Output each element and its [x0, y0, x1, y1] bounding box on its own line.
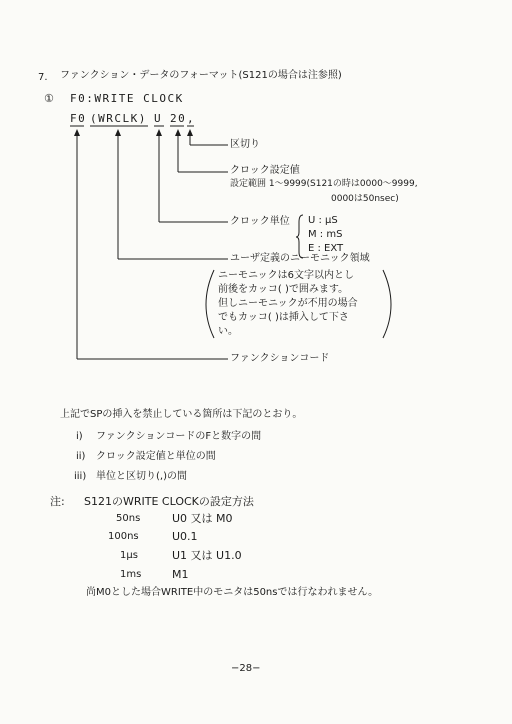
section-number: 7. — [38, 72, 48, 83]
sp-rule-marker: ii) — [76, 451, 86, 462]
note-row-right: U1 又は U1.0 — [172, 549, 242, 562]
note-label: 注: — [50, 495, 65, 508]
unit-e: E : EXT — [308, 243, 344, 254]
format-delimiter: , — [187, 112, 196, 125]
label-range-line1: 設定範囲 1〜9999(S121の時は0000〜9999, — [230, 179, 418, 189]
item-marker: ① — [44, 92, 54, 105]
label-mnemonic-area: ユーザ定義のニーモニック領域 — [230, 253, 370, 264]
sp-rule-marker: iii) — [74, 471, 87, 482]
note-line3: 但しニーモニックが不用の場合 — [218, 298, 358, 309]
label-function-code: ファンクションコード — [230, 353, 330, 364]
format-clock-value: 20 — [170, 112, 187, 125]
label-delimiter: 区切り — [230, 139, 260, 150]
note-row-right: U0.1 — [172, 530, 198, 543]
unit-u: U : μS — [308, 215, 338, 226]
item-label: F0:WRITE CLOCK — [70, 92, 184, 105]
label-clock-value: クロック設定値 — [230, 165, 300, 176]
sp-rule-marker: i) — [76, 431, 83, 442]
unit-m: M : mS — [308, 229, 343, 240]
sp-rule-text: クロック設定値と単位の間 — [96, 451, 216, 462]
note-row-left: 1ms — [120, 569, 142, 580]
label-clock-unit: クロック単位 — [230, 216, 290, 227]
format-function-code: F0 — [70, 112, 87, 125]
note-row-right: M1 — [172, 568, 189, 581]
note-line5: い。 — [218, 326, 238, 337]
format-unit: U — [154, 112, 163, 125]
label-range-line2: 0000は50nsec) — [331, 194, 399, 204]
note-line2: 前後をカッコ( )で囲みます。 — [218, 284, 349, 295]
note-line1: ニーモニックは6文字以内とし — [218, 270, 354, 281]
page-number: −28− — [231, 663, 261, 674]
sp-rule-text: ファンクションコードのFと数字の間 — [96, 431, 262, 442]
format-mnemonic: (WRCLK) — [90, 112, 147, 125]
sp-rules-intro: 上記でSPの挿入を禁止している箇所は下記のとおり。 — [60, 409, 303, 420]
note-footer: 尚M0とした場合WRITE中のモニタは50nsでは行なわれません。 — [86, 587, 379, 598]
note-title: S121のWRITE CLOCKの設定方法 — [84, 495, 254, 508]
note-row-left: 1μs — [120, 550, 138, 561]
note-line4: でもカッコ( )は挿入して下さ — [218, 312, 349, 323]
section-title: ファンクション・データのフォーマット(S121の場合は注参照) — [60, 70, 342, 81]
note-row-right: U0 又は M0 — [172, 512, 233, 525]
sp-rule-text: 単位と区切り(,)の間 — [96, 471, 187, 482]
note-row-left: 100ns — [108, 531, 139, 542]
note-row-left: 50ns — [116, 513, 141, 524]
